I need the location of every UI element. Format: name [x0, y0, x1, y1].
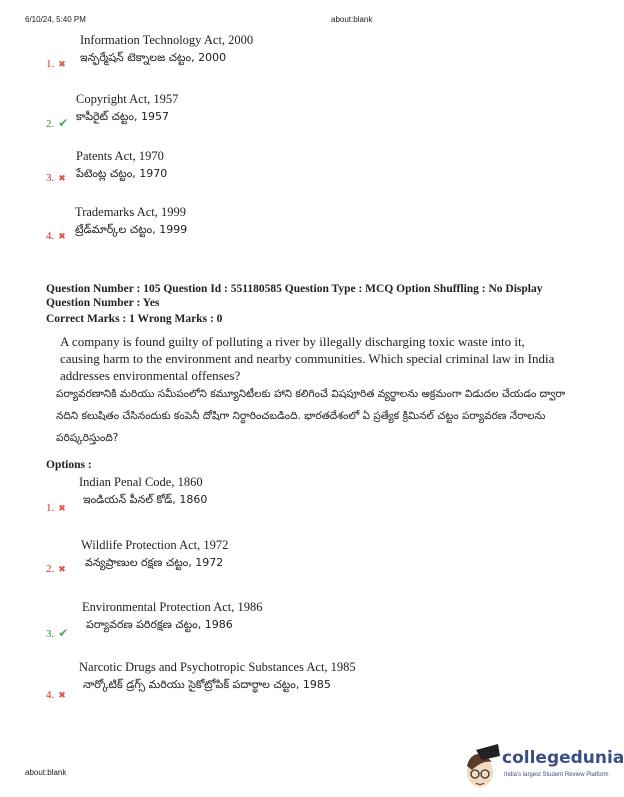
logo-tagline: India's largest Student Review Platform: [504, 772, 609, 778]
option-text-en: Information Technology Act, 2000: [80, 33, 254, 47]
option-number: 4.: [46, 689, 55, 701]
option-number: 3.: [46, 628, 55, 640]
cross-icon: ✖: [58, 504, 66, 514]
print-url: about:blank: [331, 15, 373, 24]
option-text-te: వన్యప్రాణుల రక్షణ చట్టం, 1972: [85, 556, 224, 569]
option-4-number: [46, 689, 66, 701]
mascot-icon: [462, 742, 502, 792]
option-text-te: ఇండియన్ పీనల్ కోడ్, 1860: [83, 493, 208, 506]
collegedunia-logo: [462, 742, 624, 792]
option-4: [79, 658, 356, 694]
option-3: [82, 598, 263, 634]
option-text-en: Narcotic Drugs and Psychotropic Substances Act, 1985: [79, 660, 356, 674]
prev-option-3: [76, 147, 167, 183]
cross-icon: ✖: [58, 174, 66, 184]
option-2-number: [46, 563, 66, 575]
check-icon: ✔: [58, 626, 69, 640]
option-text-te: పర్యావరణ పరిరక్షణ చట్టం, 1986: [86, 618, 233, 631]
cross-icon: ✖: [58, 232, 66, 242]
option-text-te: నార్కోటిక్ డ్రగ్స్ మరియు సైకోట్రోపిక్ పదార్థాల చట్టం, 1985: [83, 678, 331, 691]
option-text-en: Copyright Act, 1957: [76, 92, 179, 106]
option-1-number: [46, 502, 66, 514]
option-text-en: Environmental Protection Act, 1986: [82, 600, 263, 614]
prev-option-3-number: [46, 172, 66, 184]
option-text-te: ట్రేడ్‌మార్క్‌ల చట్టం, 1999: [75, 223, 188, 236]
cross-icon: ✖: [58, 60, 66, 70]
print-datetime: 6/10/24, 5:40 PM: [25, 15, 86, 24]
option-number: 3.: [46, 172, 55, 184]
prev-option-4-number: [46, 230, 66, 242]
logo-brand: collegedunia: [502, 748, 624, 768]
option-number: 2.: [46, 563, 55, 575]
check-icon: ✔: [58, 116, 69, 130]
footer-url: about:blank: [25, 768, 67, 777]
option-text-en: Patents Act, 1970: [76, 149, 164, 163]
option-1: [79, 473, 207, 509]
option-number: 2.: [46, 118, 55, 130]
question-meta-line1: Question Number : 105 Question Id : 551180585 Question Type : MCQ Option Shuffling : No Display: [46, 283, 543, 295]
option-number: 1.: [46, 58, 55, 70]
question-text-en: A company is found guilty of polluting a river by illegally discharging toxic waste into it, causing harm to the environment and nearby communities. Which special criminal law in India addresses environmental offenses?: [60, 334, 555, 383]
option-text-te: ఇన్ఫర్మేషన్ టెక్నాలజ చట్టం, 2000: [80, 51, 227, 64]
option-2: [81, 536, 228, 572]
option-number: 1.: [46, 502, 55, 514]
cross-icon: ✖: [58, 565, 66, 575]
cross-icon: ✖: [58, 691, 66, 701]
option-number: 4.: [46, 230, 55, 242]
options-label: Options :: [46, 459, 92, 471]
prev-option-1: [80, 31, 253, 67]
option-text-en: Trademarks Act, 1999: [75, 205, 186, 219]
prev-option-2: [76, 90, 178, 126]
question-meta-line2: Question Number : Yes: [46, 297, 160, 309]
option-text-te: పేటెంట్ల చట్టం, 1970: [76, 167, 168, 180]
option-text-te: కాపీరైట్ చట్టం, 1957: [76, 110, 169, 123]
prev-option-4: [75, 203, 187, 239]
question-marks: Correct Marks : 1 Wrong Marks : 0: [46, 313, 223, 325]
option-text-en: Indian Penal Code, 1860: [79, 475, 203, 489]
prev-option-2-number: [46, 116, 68, 130]
question-text-te: పర్యావరణానికి మరియు సమీపంలోని కమ్యూనిటీలకు హాని కలిగించే విషపూరిత వ్యర్థాలను అక్రమంగా విడుదల చేయడం ద్వారా నదిని కలుషితం చేసినందుకు కంపెనీ దోషిగా నిర్ధారించబడింది. భారతదేశంలో ఏ ప్రత్యేక క్రిమినల్ చట్టం పర్యావరణ నేరాలను పరిష్కరిస్తుంది?: [56, 388, 566, 444]
option-text-en: Wildlife Protection Act, 1972: [81, 538, 229, 552]
prev-option-1-number: [46, 58, 66, 70]
option-3-number: [46, 626, 68, 640]
